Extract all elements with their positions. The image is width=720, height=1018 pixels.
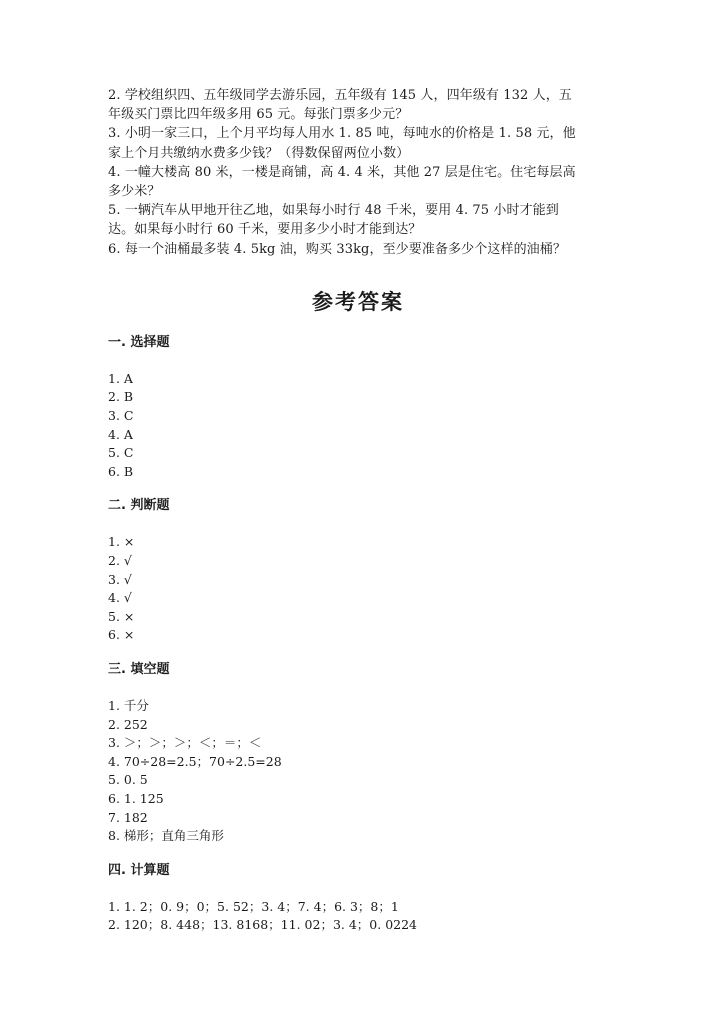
answer-key-title: 参考答案 <box>312 289 404 314</box>
answer-item: 3. C <box>108 408 134 424</box>
answer-item: 1. × <box>108 534 135 550</box>
answer-item: 2. B <box>108 389 134 405</box>
answer-item: 3. √ <box>108 571 132 587</box>
answer-item: 6. B <box>108 463 134 479</box>
answer-item: 3. ＞；＞；＞；＜；＝；＜ <box>108 735 262 751</box>
problem-line: 6. 每一个油桶最多装 4. 5kg 油，购买 33kg，至少要准备多少个这样的油桶？ <box>108 241 566 257</box>
answer-item: 8. 梯形；直角三角形 <box>108 828 224 844</box>
answer-list-choice <box>108 370 608 482</box>
document-page <box>108 86 608 935</box>
problem-line: 达。如果每小时行 60 千米，要用多少小时才能到达？ <box>108 222 422 238</box>
section-heading-choice: 一. 选择题 <box>108 334 170 350</box>
answer-item: 1. 1. 2；0. 9；0；5. 52；3. 4；7. 4；6. 3；8；1 <box>108 898 399 914</box>
answer-list-judgement <box>108 533 608 645</box>
answer-item: 4. √ <box>108 590 132 606</box>
answer-item: 1. 千分 <box>108 697 149 713</box>
answer-item: 4. A <box>108 426 133 442</box>
answer-list-calculation <box>108 898 608 935</box>
answer-item: 6. × <box>108 627 135 643</box>
answer-list-fill-blank <box>108 697 608 846</box>
answer-item: 2. 252 <box>108 716 148 732</box>
answer-item: 6. 1. 125 <box>108 790 164 806</box>
answer-item: 7. 182 <box>108 809 148 825</box>
answer-item: 5. C <box>108 445 134 461</box>
problem-line: 年级买门票比四年级多用 65 元。每张门票多少元？ <box>108 107 409 123</box>
answer-item: 2. 120；8. 448；13. 8168；11. 02；3. 4；0. 0224 <box>108 917 418 933</box>
problem-line: 4. 一幢大楼高 80 米，一楼是商铺，高 4. 4 米，其他 27 层是住宅。住宅每层高 <box>108 164 576 180</box>
problem-line: 多少米？ <box>108 184 161 200</box>
section-heading-calculation: 四. 计算题 <box>108 862 170 878</box>
problem-line: 5. 一辆汽车从甲地开往乙地，如果每小时行 48 千米，要用 4. 75 小时才能到 <box>108 203 559 219</box>
problem-line: 3. 小明一家三口，上个月平均每人用水 1. 85 吨，每吨水的价格是 1. 58 元，他 <box>108 126 576 142</box>
answer-item: 5. × <box>108 608 135 624</box>
problem-line: 家上个月共缴纳水费多少钱？（得数保留两位小数） <box>108 145 410 161</box>
word-problems <box>108 86 608 259</box>
answer-item: 4. 70÷28=2.5；70÷2.5=28 <box>108 753 282 769</box>
section-heading-judgement: 二. 判断题 <box>108 498 170 514</box>
answer-item: 5. 0. 5 <box>108 772 148 788</box>
section-heading-fill-blank: 三. 填空题 <box>108 661 170 677</box>
problem-line: 2. 学校组织四、五年级同学去游乐园，五年级有 145 人，四年级有 132 人，五 <box>108 88 572 103</box>
answer-item: 2. √ <box>108 552 132 568</box>
answer-item: 1. A <box>108 370 133 386</box>
